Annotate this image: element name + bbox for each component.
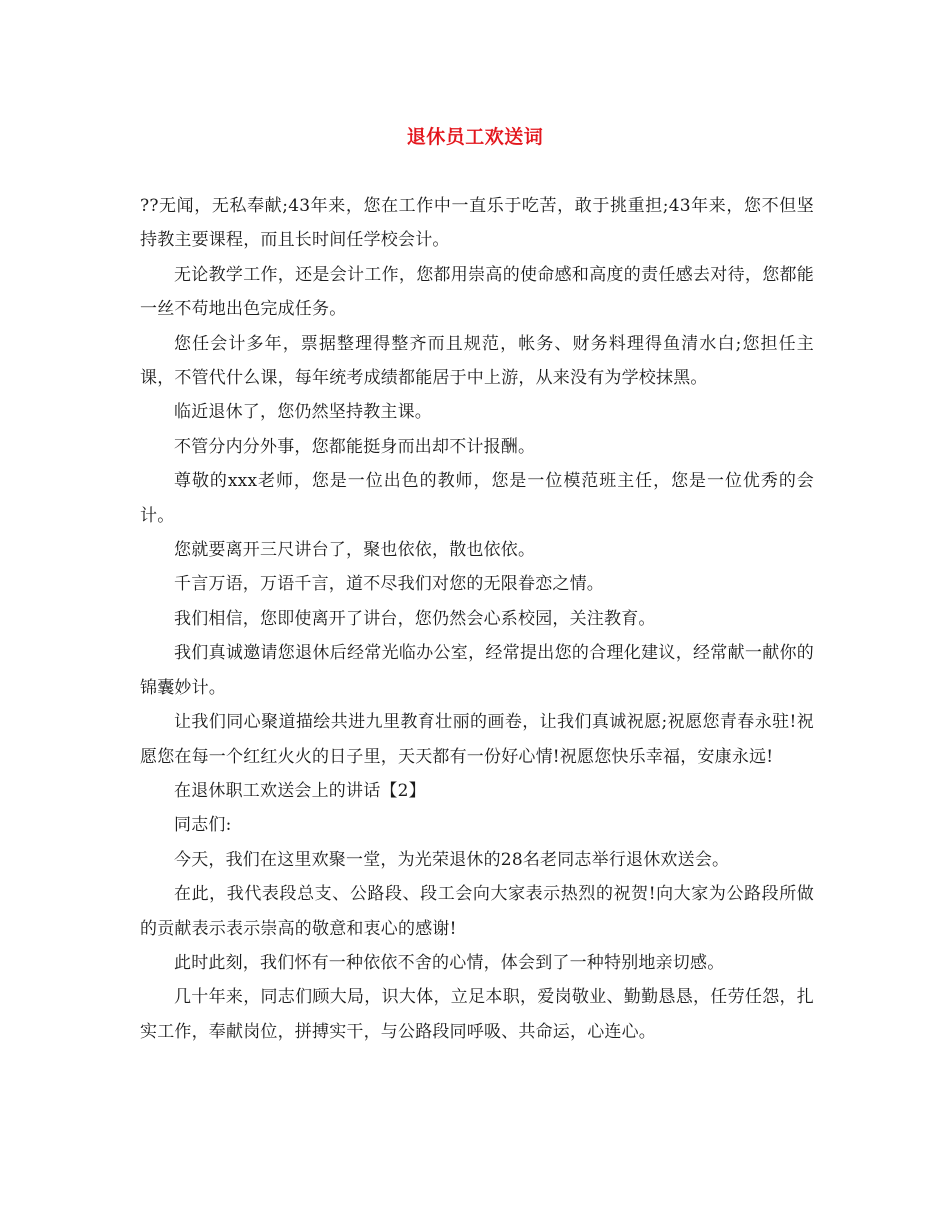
paragraph: 千言万语，万语千言，道不尽我们对您的无限眷恋之情。 [174,574,604,595]
paragraph: 无论教学工作，还是会计工作，您都用崇高的使命感和高度的责任感去对待，您都能一丝不苟地出色完成任务。 [140,264,814,320]
paragraph: 今天，我们在这里欢聚一堂，为光荣退休的28名老同志举行退休欢送会。 [174,849,730,870]
paragraph: 尊敬的xxx老师，您是一位出色的教师，您是一位模范班主任，您是一位优秀的会计。 [140,471,814,526]
paragraph: 此时此刻，我们怀有一种依依不舍的心情，体会到了一种特别地亲切感。 [174,952,725,973]
paragraph: ??无闻，无私奉献;43年来，您在工作中一直乐于吃苦，敢于挑重担;43年来，您不但坚持教主要课程，而且长时间任学校会计。 [140,196,814,251]
paragraph: 临近退休了，您仍然坚持教主课。 [174,402,432,423]
paragraph: 您任会计多年，票据整理得整齐而且规范，帐务、财务料理得鱼清水白;您担任主课，不管代什么课，每年统考成绩都能居于中上游，从来没有为学校抹黑。 [140,333,814,389]
paragraph: 在此，我代表段总支、公路段、段工会向大家表示热烈的祝贺!向大家为公路段所做的贡献表示表示崇高的敬意和衷心的感谢! [140,884,814,939]
document-title: 退休员工欢送词 [406,126,544,148]
paragraph: 我们真诚邀请您退休后经常光临办公室，经常提出您的合理化建议，经常献一献你的锦囊妙计。 [140,643,814,698]
paragraph: 您就要离开三尺讲台了，聚也依依，散也依依。 [174,540,536,561]
paragraph: 我们相信，您即使离开了讲台，您仍然会心系校园，关注教育。 [174,608,656,629]
section-heading: 在退休职工欢送会上的讲话【2】 [174,780,426,801]
document-body [140,189,814,1049]
paragraph: 不管分内分外事，您都能挺身而出却不计报酬。 [174,436,536,457]
paragraph: 让我们同心聚道描绘共进九里教育壮丽的画卷，让我们真诚祝愿;祝愿您青春永驻!祝愿您在每一个红红火火的日子里，天天都有一份好心情!祝愿您快乐幸福，安康永远! [140,712,814,767]
salutation: 同志们: [174,815,232,836]
paragraph: 几十年来，同志们顾大局，识大体，立足本职，爱岗敬业、勤勤恳恳，任劳任怨，扎实工作，奉献岗位，拼搏实干，与公路段同呼吸、共命运，心连心。 [140,987,814,1042]
